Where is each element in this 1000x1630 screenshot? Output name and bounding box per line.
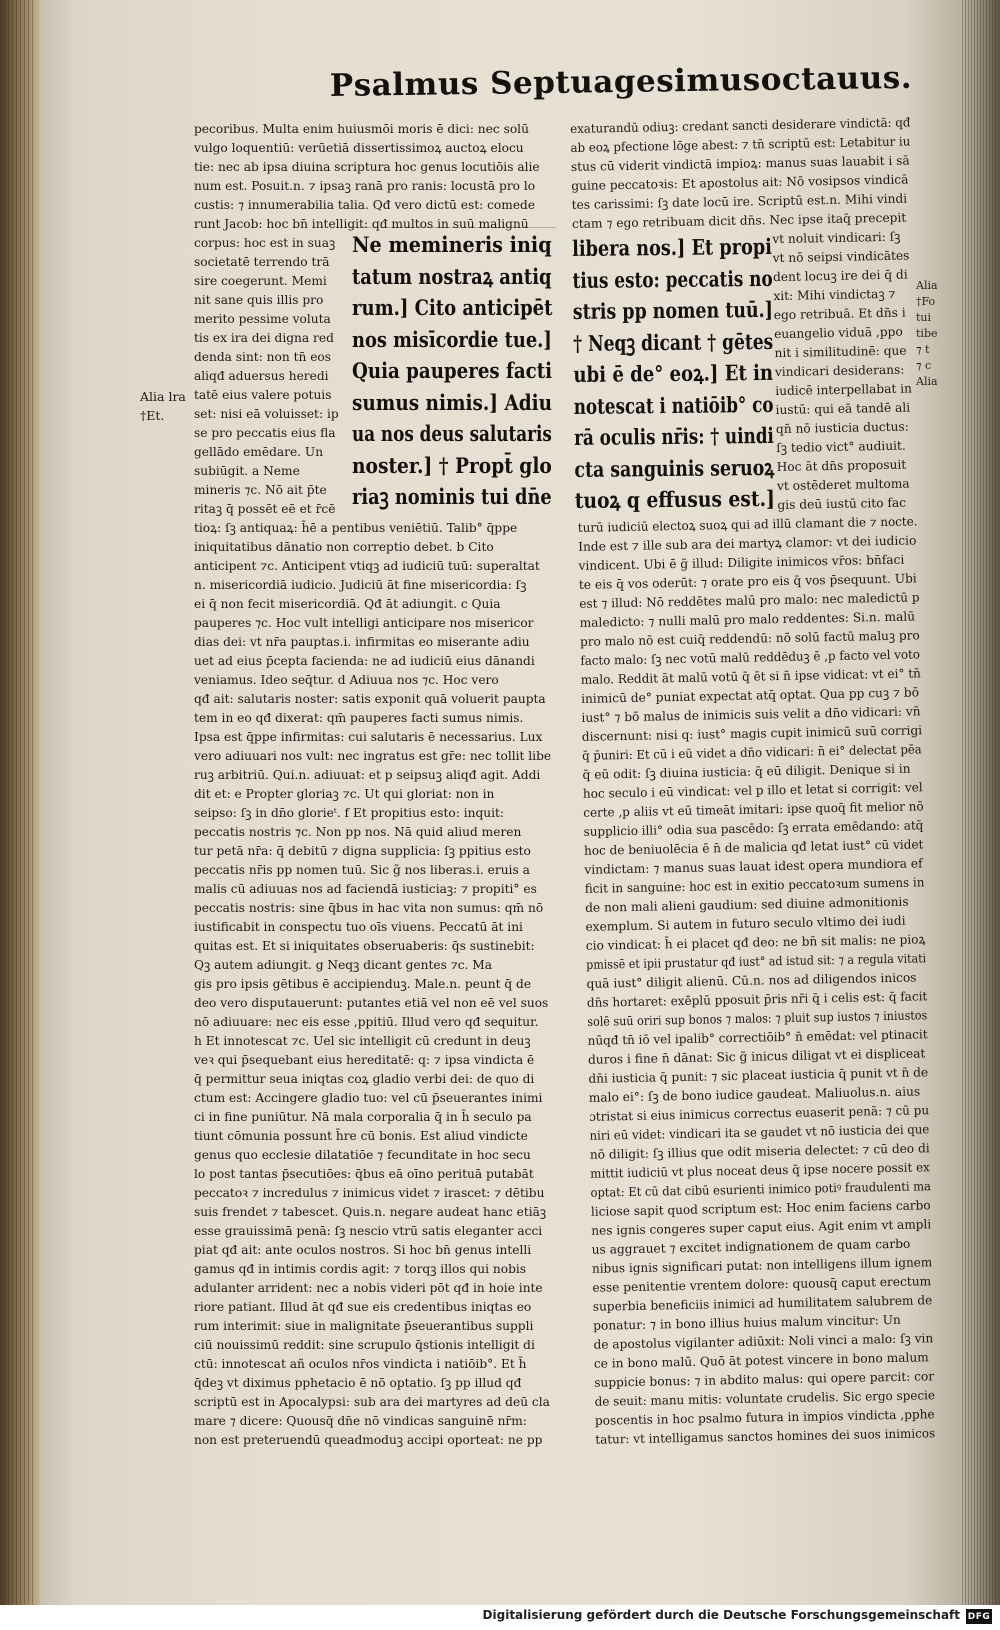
running-title: Psalmus Septuagesimusoctauus.	[329, 59, 913, 104]
psalm-verse-line: rum.] Cito anticipēt	[352, 296, 553, 321]
commentary-line: q̄deꝫ vt diximus pphetacio ē nō optatio. ſꝫ pp illud qđ	[194, 1376, 522, 1390]
psalm-verse-line: ua nos deus salutaris	[352, 422, 552, 447]
commentary-line: deo vero disputauerunt: putantes etiā vel non eē vel suos	[194, 996, 549, 1010]
commentary-line: ab eoꝝ pfectione lōge abest: ⁊ tn̄ scriptū est: Letabitur iu	[570, 134, 911, 155]
commentary-line: seipso: ſꝫ in dn̄o glorieᵗ. f Et propitius esto: inquit:	[194, 806, 505, 820]
commentary-line: te eis q̄ vos oderūt: ⁊ orate pro eis q̄ vos p̄sequunt. Ubi	[578, 571, 917, 592]
psalm-text-left	[352, 230, 552, 514]
psalm-verse-line: noster.] † Propt̄ glo	[352, 453, 552, 479]
commentary-line: dit et: e Propter gloriaꝫ ⁊c. Ut qui gloriat: non in	[194, 787, 495, 801]
commentary-line: est ⁊ illud: Nō reddētes malū pro malo: nec maledictū p	[579, 590, 920, 611]
commentary-line: tatē eius valere potuis	[194, 388, 332, 402]
commentary-line: hoc seculo i eū vindicat: vel p illo et letat si corrigit: vel	[582, 780, 923, 801]
commentary-line: poscentis in hoc psalmo futura in impios vindicta ,pphe	[594, 1407, 935, 1428]
commentary-line: gellādo emēdare. Un	[194, 445, 324, 459]
commentary-line: de seuit: manu mitis: voluntate crudelis. Sic ergo specie	[594, 1388, 936, 1409]
margin-note-line: Alia	[916, 375, 938, 388]
commentary-line: vt noluit vindicari: ſꝫ	[772, 229, 901, 247]
commentary-line: gis deū iustū cito fac	[777, 495, 907, 513]
commentary-line: stus cū viderit vindictā impioꝝ: manus suas lauabit i sā	[570, 153, 910, 174]
commentary-line: tatur: vt intelligamus sanctos homines dei suos inimicos	[595, 1426, 936, 1447]
commentary-line: dent locuꝫ ire dei q̄ di	[772, 267, 908, 285]
commentary-line: custis: ⁊ innumerabilia talia. Qđ vero dictū est: comede	[194, 198, 536, 212]
commentary-line: iniquitatibus dānatio non correptio debet. b Cito	[194, 540, 494, 554]
commentary-line: vindicari desiderans:	[774, 362, 905, 380]
commentary-line: nūqđ tn̄ iō vel ipalib° correctiōib° n̄ emēdat: vel ptinacit	[587, 1027, 928, 1048]
commentary-line: iust° ⁊ bō malus de inimicis suis velit a dn̄o vidicari: vn̄	[581, 704, 921, 725]
margin-note-line: ⁊ c	[916, 359, 932, 372]
margin-note-line: †Fo	[916, 295, 936, 308]
commentary-line: xit: Mihi vindictaꝫ ⁊	[773, 286, 896, 304]
commentary-line: ego retribuā. Et dn̄s i	[773, 305, 906, 323]
commentary-line: ɔtristat si eius inimicus correctus euaserit penā: ⁊ cū pu	[589, 1103, 930, 1124]
commentary-line: q̄ eū odit: ſꝫ diuina iusticia: q̄ eū diligit. Denique si in	[582, 761, 911, 782]
commentary-line: malo ei°: ſꝫ de bono iudice gaudeat. Maliuolus.n. aius	[588, 1084, 921, 1105]
psalm-verse-line: nos misīcordie tue.]	[352, 327, 552, 353]
psalm-verse-line: notescat i natiōib° co	[573, 392, 774, 420]
commentary-line: mineris ⁊c. Nō ait p̄te	[194, 483, 327, 497]
commentary-line: nit sane quis illis pro	[194, 293, 324, 307]
commentary-line: vero adiuuari nos vult: nec ingratus est gr̄e: nec tollit libe	[194, 749, 552, 763]
margin-note-line: tibe	[916, 327, 938, 340]
commentary-line: qđ ait: salutaris noster: satis exponit quā voluerit paupta	[194, 692, 546, 706]
commentary-line: ritaꝫ q̄ possēt eē et r̄cē	[194, 502, 336, 516]
commentary-line: runt Jacob: hoc bn̄ intelligit: qđ multos in suū malignū	[194, 217, 529, 231]
book-page-edge-lines-right	[962, 0, 998, 1605]
commentary-line: veꝛ qui p̄sequebant eius hereditatē: q: ⁊ ipsa vindicta ē	[194, 1053, 535, 1067]
commentary-line: peccatis nostris: sine q̄bus in hac vita non sumus: qm̄ nō	[194, 901, 544, 915]
commentary-line: q̄ permittur seua iniqtas coꝝ gladio verbi dei: de quo di	[194, 1072, 535, 1086]
commentary-line: niri eū videt: vindicari ita se gaudet vt nō iusticia dei que	[589, 1122, 930, 1143]
commentary-line: optat: Et cū dat cibū esurienti inimico potiꝰ fraudulenti ma	[590, 1179, 931, 1200]
commentary-line: vindicent. Ubi ē g̃ illud: Diligite inimicos vr̄os: bn̄faci	[578, 552, 905, 573]
commentary-line: duros i fine n̄ dānat: Sic g̃ inicus diligat vt ei displiceat	[587, 1046, 926, 1067]
commentary-line: supplicio illi° odia sua pascēdo: ſꝫ errata emēdando: atq̄	[583, 818, 924, 839]
commentary-line: anticipent ⁊c. Anticipent vtiqꝫ ad iudiciū tuū: superaltat	[194, 559, 540, 573]
commentary-line: Inde est ⁊ ille sub ara dei martyꝝ clamor: vt dei iudicio	[578, 533, 917, 554]
commentary-line: pecoribus. Multa enim huiusmōi moris ē dici: nec solū	[194, 122, 529, 136]
commentary-line: de non mali alieni gaudium: sed diuine admonitionis	[584, 894, 909, 915]
commentary-line: nibus ignis significari putat: non intelligens illum ignem	[591, 1255, 933, 1276]
commentary-line: vt ostēderet multoma	[776, 476, 910, 494]
commentary-line: adulanter arrident: nec a nobis videri pōt qđ in hoie inte	[194, 1281, 543, 1295]
marginal-note-left	[140, 387, 186, 425]
commentary-line: tioꝝ: ſꝫ antiquaꝝ: h̄ē a pentibus veniētiū. Talib° q̄ppe	[194, 521, 518, 535]
marginal-note-right	[916, 278, 938, 390]
margin-note-line: Alia lra	[140, 389, 186, 404]
psalm-verse-line: tatum nostraꝝ antiq	[352, 264, 552, 290]
commentary-line: euangelio viduā ,ppo	[774, 324, 903, 342]
psalm-verse-line: Ne memineris iniq	[352, 233, 552, 258]
dfg-logo: DFG	[966, 1609, 992, 1624]
commentary-line: tiunt cōmunia possunt h̄re cū bonis. Est aliud vindicte	[194, 1129, 528, 1143]
commentary-line: facto malo: ſꝫ nec votū malū reddēduꝫ ē ,p facto vel voto	[580, 647, 921, 668]
psalm-text-right	[572, 232, 775, 518]
commentary-line: veniamus. Ideo seq̄tur. d Adiuua nos ⁊c. Hoc vero	[194, 673, 499, 687]
commentary-line: vt nō seipsi vindicātes	[772, 248, 910, 266]
commentary-line: malo. Reddit āt malū votū q̄ ēt si n̄ ipse vidicat: vt ei° tn̄	[580, 666, 921, 687]
commentary-line: gis pro ipsis gētibus ē accipienduꝫ. Male.n. peunt q̄ de	[194, 977, 532, 991]
commentary-line: pro malo nō est cuiq̄ reddendū: nō solū factū maluꝫ pro	[579, 628, 920, 649]
commentary-line: malis cū adiuuas nos ad faciendā iusticiaꝫ: ⁊ propiti° es	[194, 882, 537, 896]
commentary-line: mittit iudiciū vt plus noceat deus q̄ ipse nocere possit ex	[590, 1160, 930, 1181]
commentary-line: ficit in sanguine: hoc est in exitio peccatoꝛum sumens in	[584, 875, 925, 896]
commentary-line: iudicē interpellabat in	[775, 381, 913, 399]
commentary-line: us aggrauet ⁊ excitet indignationem de quam carbo	[591, 1236, 911, 1257]
commentary-line: nes ignis congeres super caput eius. Agit enim vt ampli	[591, 1217, 932, 1238]
commentary-line: discernunt: nisi q: iust° magis cupit inimicū suū corrigi	[581, 723, 923, 744]
commentary-line: pauperes ⁊c. Hoc vult intelligi anticipare nos misericor	[194, 616, 534, 630]
commentary-line: exemplum. Si autem in futuro seculo vltimo dei iudi	[585, 913, 906, 934]
commentary-line: denda sint: non tn̄ eos	[194, 350, 332, 364]
commentary-line: piat qđ ait: ante oculos nostros. Si hoc bn̄ genus intelli	[194, 1243, 532, 1257]
commentary-line: ctam ⁊ ego retribuam dicit dn̄s. Nec ipse itaq̄ precepit	[571, 210, 907, 231]
commentary-line: merito pessime voluta	[194, 312, 331, 326]
commentary-line: ei q̄ non fecit misericordiā. Qđ āt adiungit. c Quia	[194, 597, 501, 611]
psalm-verse-line: tius esto: peccatis no	[572, 266, 773, 294]
commentary-line: ce in bono malū. Quō āt potest vincere in bono malum	[593, 1350, 929, 1371]
commentary-line: qn̄ nō iusticia ductus:	[775, 419, 909, 437]
commentary-line: maledicto: ⁊ nulli malū pro malo reddentes: Si.n. malū	[579, 609, 916, 630]
margin-note-line: ⁊ t	[916, 343, 930, 356]
commentary-line: corpus: hoc est in suaꝫ	[194, 236, 336, 250]
digitization-credit: Digitalisierung gefördert durch die Deutsche Forschungsgemeinschaft	[482, 1608, 960, 1622]
commentary-line: peccatis nostris ⁊c. Non pp nos. Nā quid aliud meren	[194, 825, 522, 839]
psalm-verse-line: riaꝫ nominis tui dn̄e	[352, 485, 552, 510]
commentary-line: set: nisi eā voluisset: ip	[194, 407, 339, 421]
commentary-line: Ipsa est q̄ppe infirmitas: cui salutaris ē necessarius. Lux	[194, 730, 543, 744]
commentary-line: tis ex ira dei digna red	[194, 331, 334, 345]
commentary-line: q̄ p̄uniri: Et cū i eū videt a dn̄o vidicari: n̄ ei° delectat pēa	[582, 742, 922, 763]
commentary-line: nit i similitudinē: que	[774, 343, 907, 361]
psalm-verse-line: stris pp nomen tuū.]	[572, 297, 774, 325]
commentary-line: esse grauissimā penā: ſꝫ nescio vtrū satis eleganter acci	[194, 1224, 543, 1238]
psalm-verse-line: rā oculis nr̄is: † uindi	[574, 423, 775, 451]
commentary-line: vulgo loquentiū: verūetiā dissertissimoꝝ auctoꝝ elocu	[194, 141, 524, 155]
commentary-line: liciose sapit quod scriptum est: Hoc enim faciens carbo	[590, 1198, 931, 1219]
psalm-verse-line: sumus nimis.] Adiu	[352, 390, 553, 416]
commentary-line: dn̄s hortaret: exēplū pposuit p̄ris nr̄i q̄ i celis est: q̄ facit	[586, 989, 928, 1010]
margin-note-line: Alia	[916, 279, 938, 292]
book-page-edge-lines	[4, 0, 36, 1630]
commentary-line: cio vindicat: h̄ ei placet qđ deo: ne bn̄ sit malis: ne pioꝝ	[585, 932, 926, 953]
commentary-line: gamus qđ in intimis cordis agit: ⁊ torqꝫ illos qui nobis	[194, 1262, 527, 1276]
commentary-line: esse penitentie vrentem dolore: quousq̄ caput erectum	[592, 1274, 932, 1295]
commentary-line: mare ⁊ dicere: Quousq̄ dn̄e nō vindicas sanguinē nr̄m:	[194, 1414, 527, 1428]
commentary-line: de apostolus vigilanter adiūxit: Noli vinci a malo: ſꝫ vin	[593, 1331, 934, 1352]
commentary-line: inimicū de° puniat expectat atq̄ optat. Qua pp cuꝫ ⁊ bō	[580, 685, 920, 706]
commentary-line: uet ad eius p̄cepta facienda: ne ad iudiciū eius dānandi	[194, 654, 535, 668]
commentary-line: ctū: innotescat añ oculos nr̄os vindicta i natiōib°. Et h̄	[194, 1357, 527, 1371]
commentary-line: sire coegerunt. Memi	[194, 274, 327, 288]
commentary-line: dias dei: vt nr̄a pauptas.i. infirmitas eo miserante adiu	[194, 635, 530, 649]
commentary-line: lo post tantas p̄secutiōes: q̄bus eā oīno perituā putabāt	[194, 1167, 534, 1181]
commentary-line: peccatis nr̄is pp nomen tuū. Sic g̃ nos liberas.i. eruis a	[194, 863, 530, 877]
commentary-line: ſꝫ tedio vict° audiuit.	[776, 438, 906, 456]
psalm-verse-line: ubi ē de° eoꝝ.] Et in	[573, 360, 774, 388]
commentary-line: ponatur: ⁊ in bono illius huius malum vincitur: Un	[593, 1312, 901, 1333]
commentary-line: num est. Posuit.n. ⁊ ipsaꝫ ranā pro ranis: locustā pro lo	[194, 179, 536, 193]
commentary-line: exaturandū odiuꝫ: credant sancti desiderare vindictā: qđ	[570, 115, 911, 136]
commentary-line: solē suū oriri sup bonos ⁊ malos: ⁊ pluit sup iustos ⁊ iniustos	[587, 1008, 928, 1029]
commentary-line: vindictam: ⁊ manus suas lauat idest opera mundiora ef	[584, 856, 923, 877]
commentary-line: iustū: qui eā tandē ali	[775, 400, 911, 418]
commentary-line: ctum est: Accingere gladio tuo: vel cū p̄seuerantes inimi	[194, 1091, 543, 1105]
commentary-line: pmissē et ipii prustatur qđ iust° ad istud sit: ⁊ a regula vitati	[586, 951, 927, 972]
commentary-line: certe ,p aliis vt eū timeāt imitari: ipse quoq̄ fit melior nō	[583, 799, 924, 820]
commentary-line: ci in fine puniūtur. Nā mala corporalia q̄ in h̄ seculo pa	[194, 1110, 532, 1124]
commentary-line: Qꝫ autem adiungit. g Neqꝫ dicant gentes ⁊c. Ma	[194, 958, 493, 972]
commentary-line: n. misericordiā iudicio. Judiciū āt fine misericordia: ſꝫ	[194, 578, 527, 592]
psalm-verse-line: tuoꝝ q effusus est.]	[574, 486, 776, 514]
commentary-line: non est preteruendū queadmoduꝫ accipi oporteat: ne pp	[194, 1433, 543, 1447]
commentary-line: turū iudiciū electoꝝ suoꝝ qui ad illū clamant die ⁊ nocte.	[577, 514, 918, 535]
commentary-line: guine peccatoꝛis: Et apostolus ait: Nō vosipsos vindicā	[571, 172, 909, 193]
commentary-line: suis frendet ⁊ tabescet. Quis.n. negare audeat hanc etiāꝫ	[194, 1205, 547, 1219]
commentary-line: riore patiant. Illud āt qđ sue eis credentibus iniqtas eo	[194, 1300, 532, 1314]
commentary-line: societatē terrendo trā	[194, 255, 330, 269]
commentary-line: h Et innotescat ⁊c. Uel sic intelligit cū credunt in deuꝫ	[194, 1034, 531, 1048]
commentary-line: peccatoꝛ ⁊ incredulus ⁊ inimicus videt ⁊ irascet: ⁊ dētibu	[194, 1186, 545, 1200]
psalm-verse-line: Quia pauperes facti	[352, 359, 553, 384]
margin-note-line: tui	[916, 311, 932, 324]
commentary-line: suppicie bonus: ⁊ in abdito malus: qui opere parcit: cor	[594, 1369, 935, 1390]
psalm-verse-line: libera nos.] Et propi	[572, 234, 773, 262]
commentary-line: tur petā nr̄a: q̄ debitū ⁊ digna supplicia: ſꝫ ppitius esto	[194, 844, 531, 858]
commentary-line: scriptū est in Apocalypsi: sub ara dei martyres ad deū cla	[194, 1395, 550, 1409]
commentary-line: aliqđ aduersus heredi	[194, 369, 329, 383]
commentary-line: ruꝫ arbitriū. Qui.n. adiuuat: et p seipsuꝫ aliqđ agit. Addi	[194, 768, 541, 782]
commentary-line: nō adiuuare: nec eis esse ,ppitiū. Illud vero qđ sequitur.	[194, 1015, 539, 1029]
commentary-line: nō diligit: ſꝫ illius que odit miseria delectet: ⁊ cū deo di	[589, 1141, 930, 1162]
commentary-line: Hoc āt dn̄s proposuit	[776, 457, 907, 475]
commentary-line: rum interimit: siue in malignitate p̄seuerantibus suppli	[194, 1319, 534, 1333]
commentary-line: iustificabit in conspectu tuo oīs viuens. Peccatū āt ini	[194, 920, 523, 934]
psalm-verse-line: † Neqꝫ dicant † gētes	[573, 329, 774, 357]
psalm-verse-line: cta sanguinis seruoꝝ	[574, 455, 775, 483]
commentary-line: quā iust° diligit alienū. Cū.n. nos ad diligendos inicos	[586, 970, 917, 991]
commentary-line: tem in eo qđ dixerat: qm̄ pauperes facti sumus nimis.	[194, 711, 524, 725]
commentary-line: genus quo ecclesie dilatatiōe ⁊ fecunditate in hoc secu	[194, 1148, 531, 1162]
margin-note-line: †Et.	[140, 408, 165, 423]
commentary-line: superbia beneficiis inimici ad humilitatem salubrem de	[592, 1293, 933, 1314]
commentary-line: subiūgit. a Neme	[194, 464, 300, 478]
commentary-line: hoc de beniuolēcia ē n̄ de malicia qđ letat iust° cū videt	[583, 837, 924, 858]
commentary-line: quitas est. Et si iniquitates obseruaberis: q̄s sustinebit:	[194, 939, 535, 953]
commentary-line: tie: nec ab ipsa diuina scriptura hoc genus locutiōis alie	[194, 160, 540, 174]
commentary-line: tes carissimi: ſꝫ date locū ire. Scriptū est.n. Mihi vindi	[571, 191, 908, 212]
commentary-line: ciū nouissimū reddit: sine scrupulo q̄stionis intelligit di	[194, 1338, 535, 1352]
commentary-line: dn̄i iusticia q̄ punit: ⁊ sic placeat iusticia q̄ punit vt n̄ de	[588, 1065, 929, 1086]
commentary-line: se pro peccatis eius fla	[194, 426, 336, 440]
